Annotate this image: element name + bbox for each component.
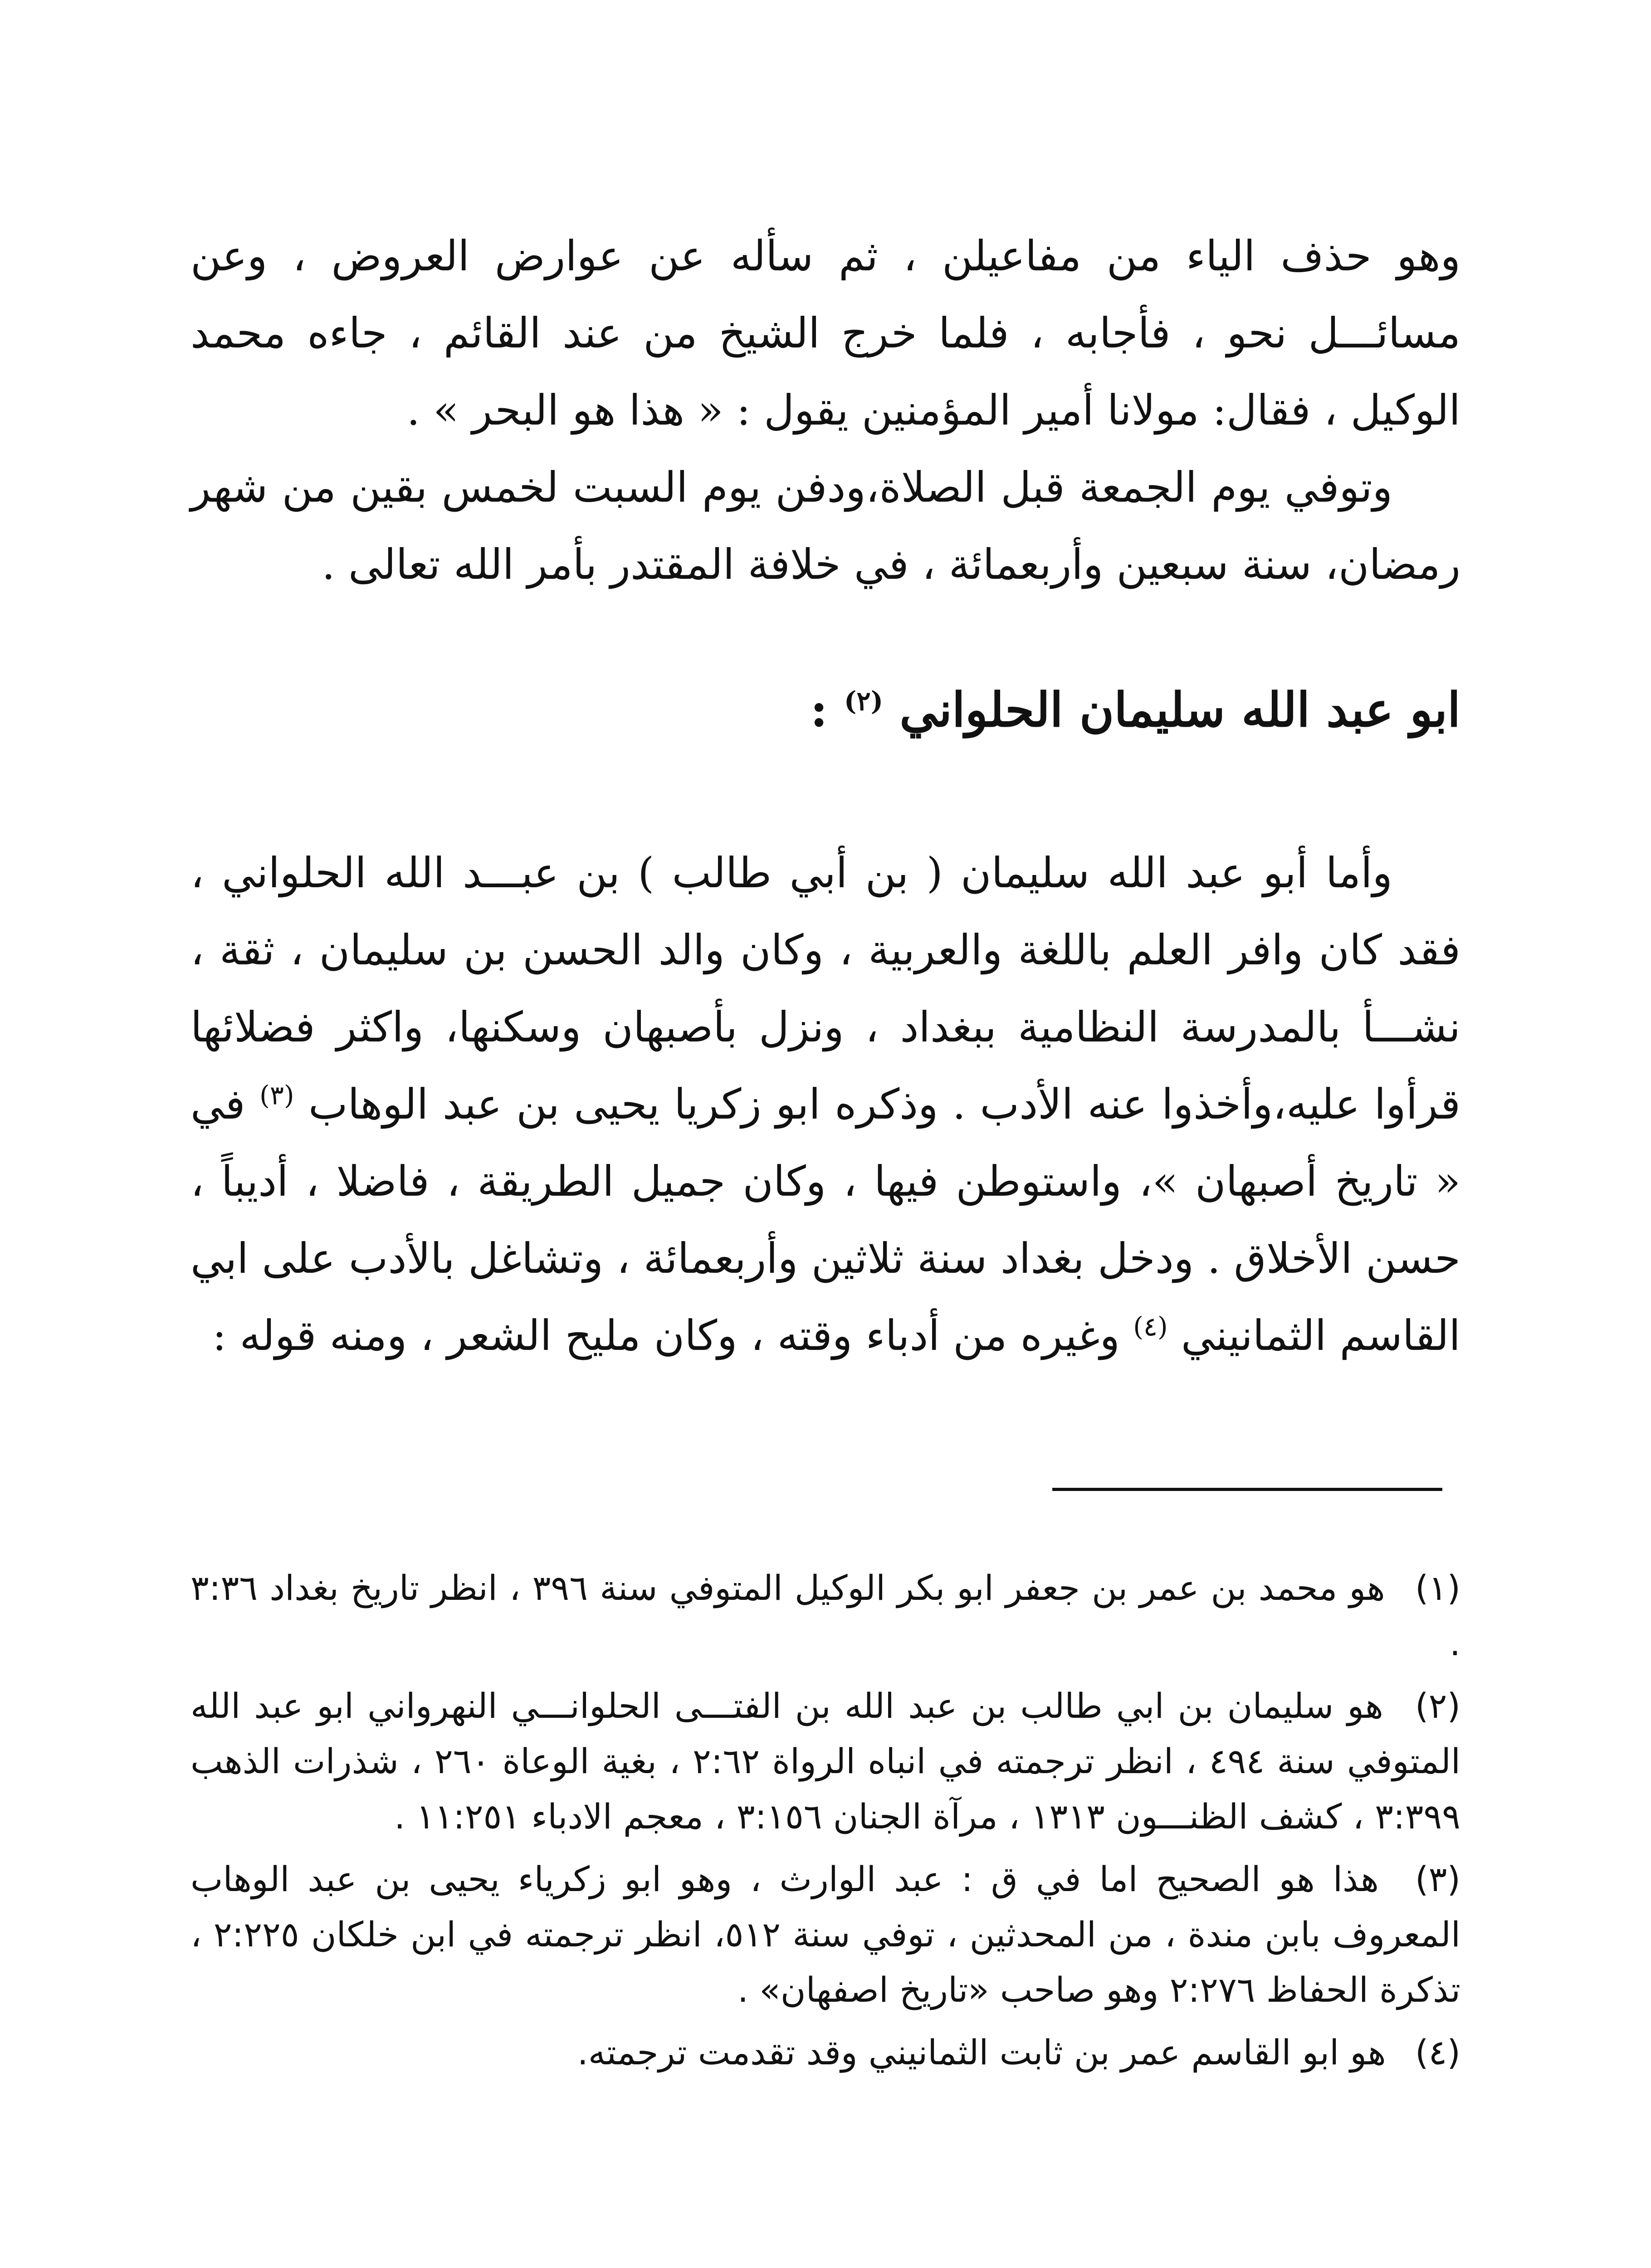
paragraph-death-text: وتوفي يوم الجمعة قبل الصلاة،ودفن يوم السبت لخمس بقين من شهر رمضان، سنة سبعين وأربعمائة ، في خلافة المقتدر بأمر الله تعالى . (190, 463, 1460, 589)
footnote-text: هو ابو القاسم عمر بن ثابت الثمانيني وقد تقدمت ترجمته. (577, 2032, 1386, 2072)
footnote-divider (1052, 1488, 1442, 1491)
footnote-2 (190, 1678, 1460, 1844)
section-heading-text: ابو عبد الله سليمان الحلواني (899, 682, 1460, 738)
footnote-ref-3: (٣) (259, 1080, 294, 1111)
footnote-text: هو محمد بن عمر بن جعفر ابو بكر الوكيل المتوفي سنة ٣٩٦ ، انظر تاريخ بغداد ٣:٣٦ . (190, 1568, 1460, 1663)
section-heading-colon: : (810, 682, 828, 738)
biography-text-3: وغيره من أدباء وقته ، وكان مليح الشعر ، ومنه قوله : (212, 1311, 1120, 1360)
paragraph-death (190, 449, 1460, 603)
footnote-4 (190, 2025, 1460, 2080)
footnote-text: هذا هو الصحيح اما في ق : عبد الوارث ، وهو ابو زكرياء يحيى بن عبد الوهاب المعروف بابن مندة ، من المحدثين ، توفي سنة ٥١٢، انظر ترجمته في ابن خلكان ٢:٢٢٥ ، تذكرة الحفاظ ٢:٢٧٦ وهو صاحب «تاريخ اصفهان» . (190, 1859, 1461, 2010)
footnote-number: (١) (1415, 1568, 1460, 1608)
section-heading (190, 671, 1460, 748)
paragraph-biography (190, 835, 1460, 1374)
footnote-number: (٢) (1415, 1686, 1460, 1726)
footnote-ref-4: (٤) (1133, 1311, 1168, 1342)
biography-text-1: وأما أبو عبد الله سليمان ( بن أبي طالب ) بن عبـــد الله الحلواني ، فقد كان وافر العلم باللغة والعربية ، وكان والد الحسن بن سليمان ، ثقة ، نشـــأ بالمدرسة النظامية ببغداد ، ونزل بأصبهان وسكنها، واكثر فضلائها قرأوا عليه،وأخذوا عنه الأدب . وذكره ابو زكريا يحيى بن عبد الوهاب (190, 849, 1461, 1129)
biography-text-2: في « تاريخ أصبهان »، واستوطن فيها ، وكان جميل الطريقة ، فاضلا ، أديباً ، حسن الأخلاق . ودخل بغداد سنة ثلاثين وأربعمائة ، وتشاغل بالأدب على ابي القاسم الثمانيني (190, 1080, 1460, 1360)
paragraph-continuation-text: وهو حذف الياء من مفاعيلن ، ثم سأله عن عوارض العروض ، وعن مسائـــل نحو ، فأجابه ، فلما خرج الشيخ من عند القائم ، جاءه محمد الوكيل ، فقال: مولانا أمير المؤمنين يقول : « هذا هو البحر » . (190, 232, 1460, 435)
main-text (190, 218, 1460, 1374)
footnote-3 (190, 1852, 1460, 2018)
footnote-text: هو سليمان بن ابي طالب بن عبد الله بن الفتـــى الحلوانـــي النهرواني ابو عبد الله المتوفي سنة ٤٩٤ ، انظر ترجمته في انباه الرواة ٢:٦٢ ، بغية الوعاة ٢٦٠ ، شذرات الذهب ٣:٣٩٩ ، كشف الظنـــون ١٣١٣ ، مرآة الجنان ٣:١٥٦ ، معجم الادباء ١١:٢٥١ . (190, 1686, 1460, 1837)
footnote-number: (٣) (1415, 1859, 1460, 1899)
footnotes (190, 1560, 1460, 2087)
footnote-1 (190, 1560, 1460, 1671)
paragraph-continuation (190, 218, 1460, 449)
footnote-ref-2: (٢) (844, 685, 884, 717)
footnote-number: (٤) (1415, 2032, 1460, 2072)
